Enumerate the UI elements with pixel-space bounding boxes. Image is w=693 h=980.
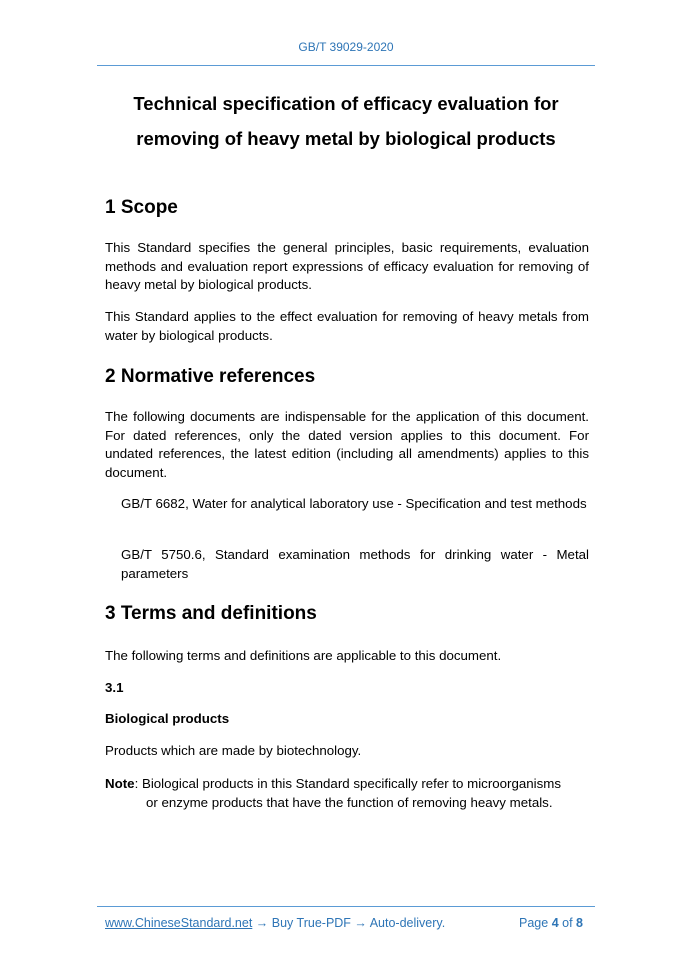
page-indicator (519, 916, 583, 930)
note-text-line-1: : Biological products in this Standard specifically refer to microorganisms (134, 776, 561, 791)
reference-item: GB/T 6682, Water for analytical laboratory use - Specification and test methods (121, 496, 587, 511)
reference-item: GB/T 5750.6, Standard examination methods for drinking water - Metal parameters (121, 547, 589, 581)
header-divider (97, 65, 595, 66)
footer-promo (105, 916, 445, 930)
page-of: of (562, 916, 573, 930)
footer-site-link[interactable]: www.ChineseStandard.net (105, 916, 253, 930)
scope-paragraph-2: This Standard applies to the effect evaluation for removing of heavy metals from water by biological products. (105, 309, 589, 343)
term-number: 3.1 (105, 680, 124, 695)
title-line-2: removing of heavy metal by biological products (136, 128, 556, 149)
term-name: Biological products (105, 711, 230, 726)
normative-intro: The following documents are indispensable for the application of this document. For dated references, only the dated version applies to this document. For undated references, the latest edition (including all amendments) applies to this document. (105, 409, 589, 480)
title-line-1: Technical specification of efficacy evaluation for (133, 93, 559, 114)
terms-intro: The following terms and definitions are applicable to this document. (105, 648, 502, 663)
header-standard-number: GB/T 39029-2020 (298, 40, 394, 54)
section-heading-normative: 2 Normative references (105, 366, 316, 387)
scope-paragraph-1: This Standard specifies the general principles, basic requirements, evaluation methods and evaluation report expressions of efficacy evaluation for removing of heavy metal by biological products. (105, 240, 589, 292)
page-prefix: Page (519, 916, 549, 930)
document-title (97, 86, 595, 156)
section-heading-terms: 3 Terms and definitions (105, 603, 317, 624)
term-note (105, 775, 589, 812)
term-definition: Products which are made by biotechnology. (105, 743, 362, 758)
footer-divider (97, 906, 595, 907)
note-label: Note (105, 776, 135, 791)
section-heading-scope: 1 Scope (105, 197, 178, 218)
footer-tagline: → Buy True-PDF → Auto-delivery. (252, 916, 446, 930)
page-current: 4 (551, 916, 559, 930)
page-total: 8 (576, 916, 583, 930)
note-text-line-2: or enzyme products that have the function of removing heavy metals. (146, 794, 553, 810)
